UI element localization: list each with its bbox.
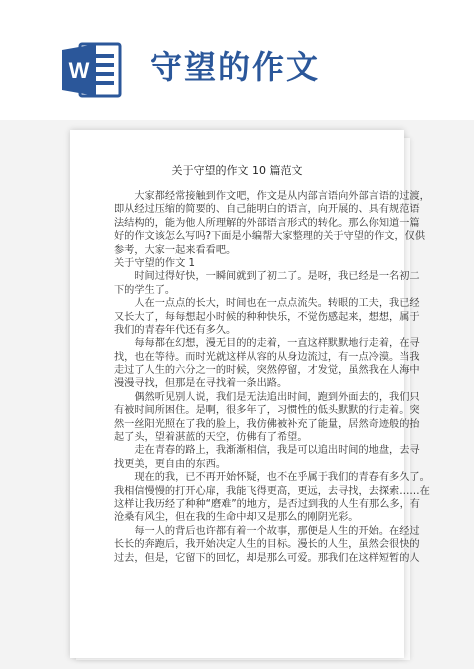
paragraph-line: 然一丝阳光照在了我的脸上，我仿佛被补充了能量，居然奇迹般的抬 — [114, 418, 420, 430]
paragraph-line: 偶然听见别人说，我们是无法追出时间，跑到外面去的，我们只 — [114, 391, 420, 403]
paragraph-line: 过去，但是，它留下的回忆，却是那么可爱。那我们在这样短暂的人 — [114, 552, 420, 564]
paragraph-line: 大家都经常接触到作文吧，作文是从内部言语向外部言语的过渡， — [114, 191, 430, 202]
paragraph-line: 参考，大家一起来看看吧。 — [114, 244, 237, 256]
paragraph-line: 下的学生了。 — [114, 284, 176, 296]
section-heading: 关于守望的作文 1 — [114, 257, 196, 269]
paragraph-line: 找更美，更自由的东西。 — [114, 458, 227, 470]
paragraph-line: 法结构的，能为他人所理解的外部语言形式的转化。那么你知道一篇 — [114, 217, 420, 229]
paragraph-line: 我们的青春年代还有多久。 — [114, 324, 237, 336]
paragraph-line: 人在一点点的长大，时间也在一点点流失。转眼的工夫，我已经 — [114, 298, 420, 310]
paragraph-line: 每每都在幻想，漫无目的的走着，一直这样默默地行走着，在寻 — [114, 338, 420, 350]
document-body — [114, 190, 430, 565]
word-logo-letter: W — [68, 58, 90, 83]
paragraph-line: 长长的奔跑后，我开始决定人生的目标。漫长的人生，虽然会很快的 — [114, 539, 420, 551]
paragraph-line: 又长大了，每每想起小时候的种种快乐，不觉伤感起来，想想，属于 — [114, 311, 420, 323]
paragraph-line: 我相信慢慢的打开心扉，我能飞得更高，更远，去寻找，去探索……在 — [114, 485, 430, 497]
paragraph-line: 有被时间所困住。是啊，很多年了，习惯性的低头默默的行走着。突 — [114, 405, 420, 417]
page-fade-overlay — [70, 598, 404, 658]
paragraph-line: 沧桑有风尘，但在我的生命中却又是那么的刚阴光彩。 — [114, 512, 359, 524]
banner — [0, 0, 474, 120]
paragraph-line: 起了头，望着湛蓝的天空，仿佛有了希望。 — [114, 432, 308, 444]
paragraph-line: 找，也在等待。而时光就这样从容的从身边流过，有一点冷漠。当我 — [114, 351, 420, 363]
paragraph-line: 走过了人生的六分之一的时候，突然停留，才发觉，虽然我在人海中 — [114, 365, 420, 377]
paragraph-line: 即从经过压缩的简要的、自己能明白的语言，向开展的、具有规范语 — [114, 204, 420, 216]
paragraph-line: 好的作文该怎么写吗?下面是小编帮大家整理的关于守望的作文，仅供 — [114, 231, 426, 243]
paragraph-line: 走在青春的路上，我渐渐相信，我是可以追出时间的地盘，去寻 — [114, 445, 420, 457]
banner-title: 守望的作文 — [150, 48, 321, 86]
document-title: 关于守望的作文 10 篇范文 — [171, 164, 303, 177]
paragraph-line: 现在的我，已不再开始怀疑，也不在乎属于我们的青春有多久了。 — [114, 472, 430, 484]
paragraph-line: 这样让我历经了种种“磨难”的地方，是否过到我的人生有那么多，有 — [114, 498, 420, 510]
paragraph-line: 漫漫寻找，但那是在寻找着一条出路。 — [114, 378, 288, 390]
paragraph-line: 时间过得好快，一瞬间就到了初二了。是呀，我已经是一名初二 — [114, 271, 420, 283]
word-document-icon — [60, 38, 124, 102]
document-page — [70, 130, 430, 658]
paragraph-line: 每一人的背后也许都有着一个故事，那便是人生的开始。在经过 — [114, 525, 420, 537]
